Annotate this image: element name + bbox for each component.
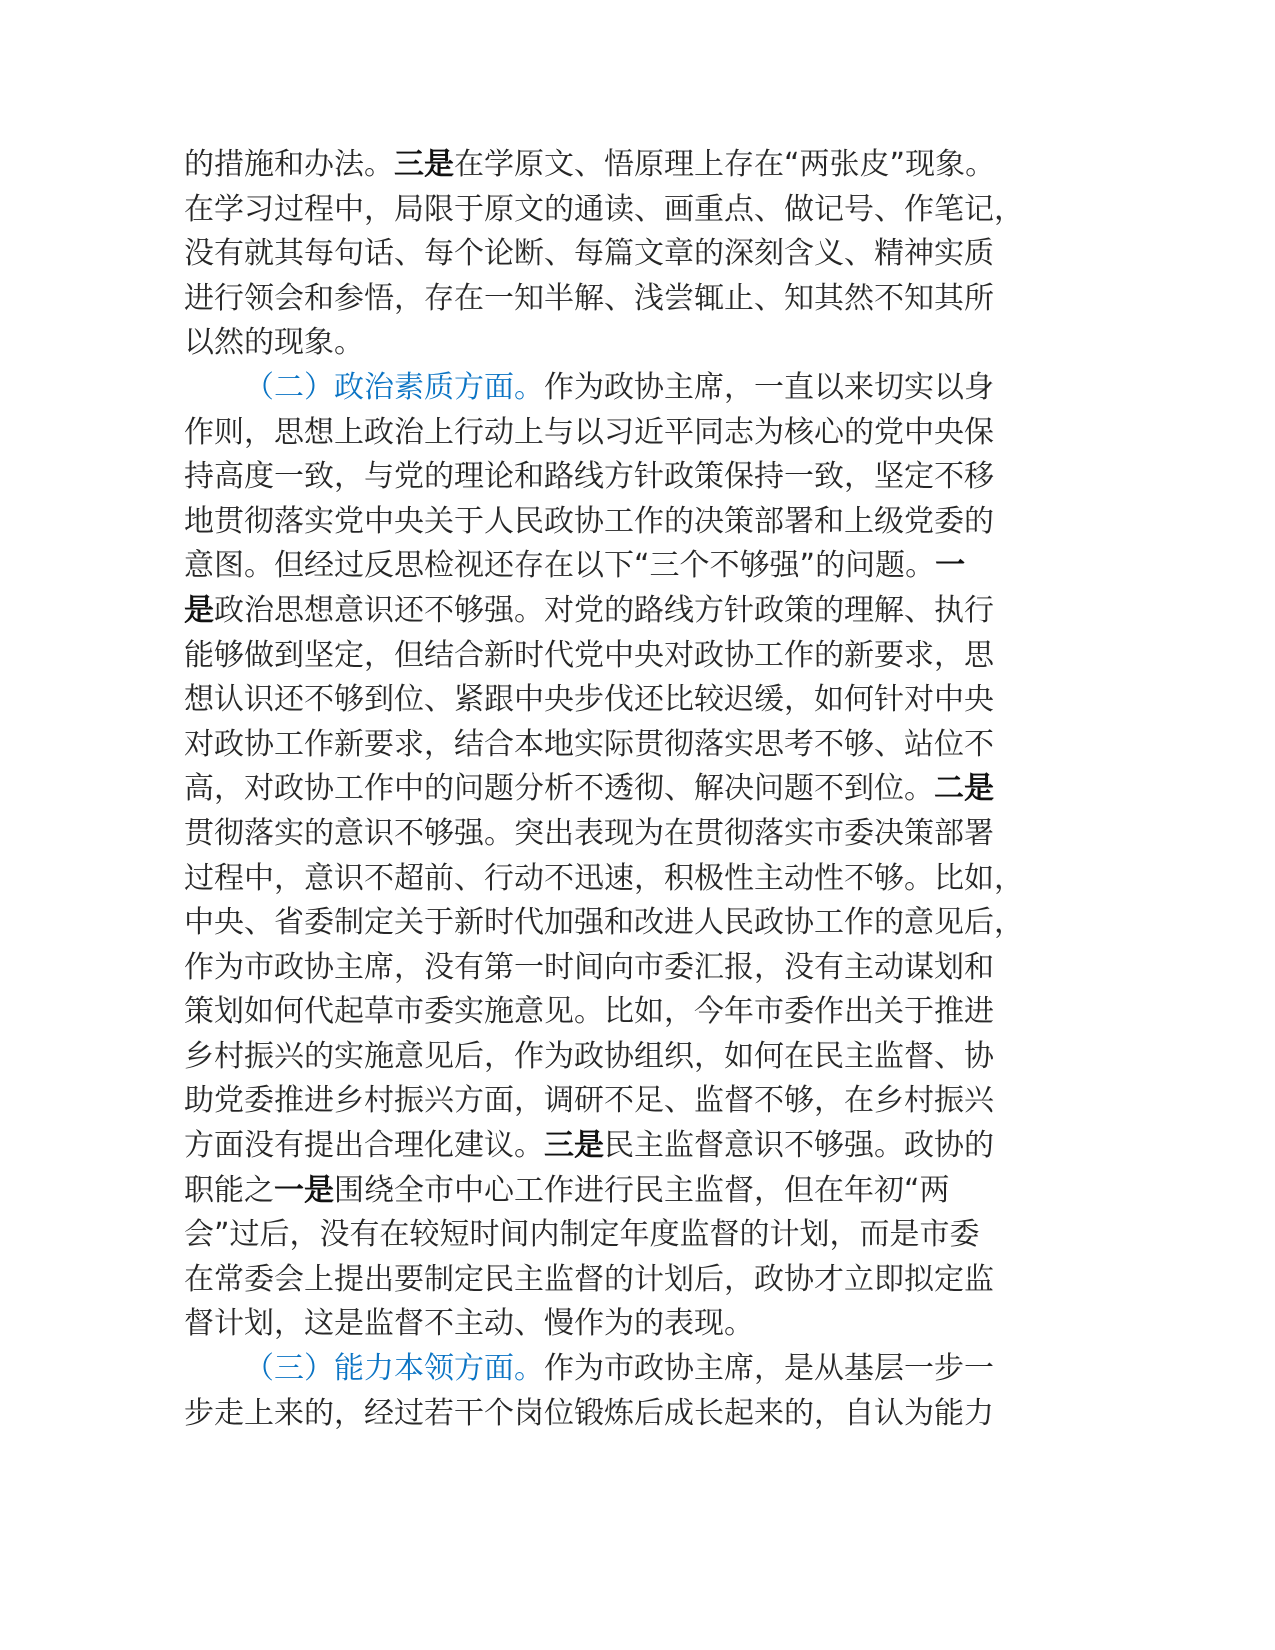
text-run: 过程中，意识不超前、行动不迅速，积极性主动性不够。比如， <box>184 860 1024 896</box>
text-run: 会”过后，没有在较短时间内制定年度监督的计划，而是市委 <box>184 1217 980 1253</box>
text-run: 乡村振兴的实施意见后，作为政协组织，如何在民主监督、协 <box>184 1038 994 1074</box>
text-run: 贯彻落实的意识不够强。突出表现为在贯彻落实市委决策部署 <box>184 815 994 851</box>
text-run: 没有就其每句话、每个论断、每篇文章的深刻含义、精神实质 <box>184 236 994 272</box>
text-run: 以然的现象。 <box>184 325 364 361</box>
text-line <box>184 411 1104 456</box>
text-run: 方面没有提出合理化建议。 <box>184 1128 544 1164</box>
text-run: 持高度一致，与党的理论和路线方针政策保持一致，坚定不移 <box>184 459 994 495</box>
text-run: 助党委推进乡村振兴方面，调研不足、监督不够，在乡村振兴 <box>184 1083 994 1119</box>
text-line <box>184 500 1104 545</box>
text-line <box>184 1392 1104 1437</box>
text-run: 作为市政协主席，是从基层一步一 <box>544 1351 994 1387</box>
bold-marker: 三是 <box>394 147 454 182</box>
bold-marker: 一是 <box>274 1172 334 1208</box>
text-line <box>184 455 1104 500</box>
text-line <box>184 723 1104 768</box>
text-line <box>184 1258 1104 1303</box>
text-line <box>184 901 1104 946</box>
text-run: 作为市政协主席，没有第一时间向市委汇报，没有主动谋划和 <box>184 949 994 985</box>
text-line <box>184 1079 1104 1124</box>
text-line <box>184 232 1104 277</box>
text-run: 作则，思想上政治上行动上与以习近平同志为核心的党中央保 <box>184 414 994 450</box>
text-line <box>184 1169 1104 1214</box>
text-line <box>184 321 1104 366</box>
text-line <box>184 990 1104 1035</box>
text-run: 策划如何代起草市委实施意见。比如，今年市委作出关于推进 <box>184 994 994 1030</box>
section-heading: （三）能力本领方面。 <box>244 1351 544 1387</box>
text-line <box>184 857 1104 902</box>
document-page <box>184 143 1104 1436</box>
text-run: 步走上来的，经过若干个岗位锻炼后成长起来的，自认为能力 <box>184 1395 994 1431</box>
text-line <box>184 812 1104 857</box>
text-run: 在学习过程中，局限于原文的通读、画重点、做记号、作笔记， <box>184 191 1024 227</box>
text-line <box>184 1302 1104 1347</box>
text-line <box>184 1213 1104 1258</box>
bold-marker: 三是 <box>544 1128 604 1164</box>
text-run: 意图。但经过反思检视还存在以下“三个不够强”的问题。 <box>184 548 936 584</box>
section-heading: （二）政治素质方面。 <box>244 369 544 405</box>
text-run: 的措施和办法。 <box>184 147 394 182</box>
bold-marker: 是 <box>184 592 214 628</box>
text-run: 督计划，这是监督不主动、慢作为的表现。 <box>184 1306 754 1342</box>
text-line <box>184 277 1104 322</box>
text-line <box>184 143 1104 188</box>
bold-marker: 二是 <box>934 771 994 807</box>
text-line <box>184 946 1104 991</box>
text-line <box>184 1035 1104 1080</box>
text-run: 作为政协主席，一直以来切实以身 <box>544 369 994 405</box>
text-run: 对政协工作新要求，结合本地实际贯彻落实思考不够、站位不 <box>184 726 994 762</box>
bold-marker: 一 <box>935 548 966 584</box>
text-run: 想认识还不够到位、紧跟中央步伐还比较迟缓，如何针对中央 <box>184 682 994 718</box>
text-run: 围绕全市中心工作进行民主监督，但在年初“两 <box>334 1172 950 1208</box>
text-line <box>184 188 1104 233</box>
text-run: 在常委会上提出要制定民主监督的计划后，政协才立即拟定监 <box>184 1261 994 1297</box>
text-line <box>184 544 1104 589</box>
text-run: 能够做到坚定，但结合新时代党中央对政协工作的新要求，思 <box>184 637 994 673</box>
text-run: 政治思想意识还不够强。对党的路线方针政策的理解、执行 <box>214 592 994 628</box>
text-line <box>184 589 1104 634</box>
text-line <box>184 634 1104 679</box>
text-run: 高，对政协工作中的问题分析不透彻、解决问题不到位。 <box>184 771 934 807</box>
text-line <box>184 366 1104 411</box>
text-line <box>184 678 1104 723</box>
text-line <box>184 1347 1104 1392</box>
text-line <box>184 1124 1104 1169</box>
text-run: 地贯彻落实党中央关于人民政协工作的决策部署和上级党委的 <box>184 503 994 539</box>
text-run: 进行领会和参悟，存在一知半解、浅尝辄止、知其然不知其所 <box>184 280 994 316</box>
text-run: 中央、省委制定关于新时代加强和改进人民政协工作的意见后， <box>184 905 1024 941</box>
text-run: 在学原文、悟原理上存在“两张皮”现象。 <box>454 147 996 182</box>
text-run: 职能之 <box>184 1172 274 1208</box>
text-run: 民主监督意识不够强。政协的 <box>604 1128 994 1164</box>
text-line <box>184 767 1104 812</box>
